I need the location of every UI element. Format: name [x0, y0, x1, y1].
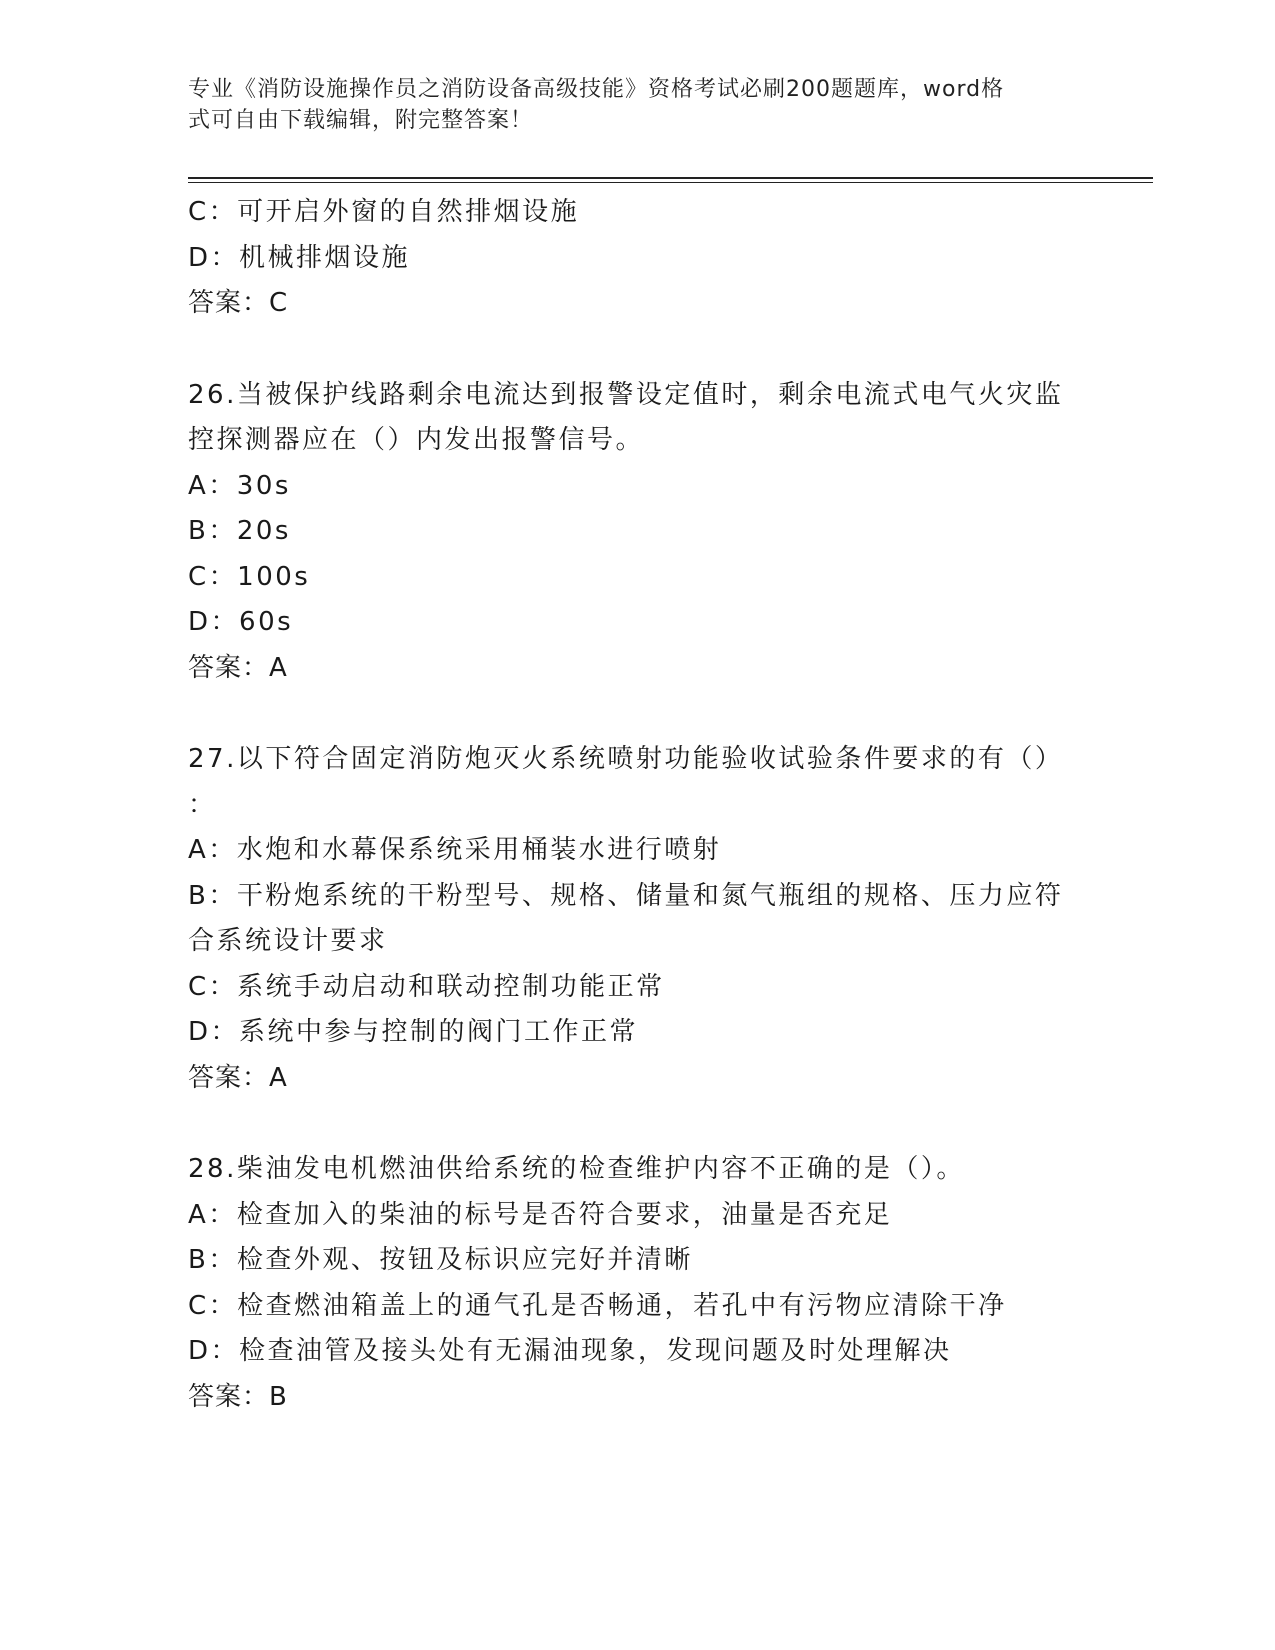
question-stem: 28.柴油发电机燃油供给系统的检查维护内容不正确的是（）。 — [188, 1154, 965, 1184]
option-b: B：20s — [188, 516, 291, 546]
option-b: B：检查外观、按钮及标识应完好并清晰 — [188, 1245, 693, 1275]
option-a: A：检查加入的柴油的标号是否符合要求，油量是否充足 — [188, 1199, 893, 1230]
option-c: C：100s — [188, 561, 311, 592]
option-c: C：可开启外窗的自然排烟设施 — [188, 197, 580, 227]
question-stem-cont: ： — [188, 789, 217, 820]
option-b: B：干粉炮系统的干粉型号、规格、储量和氮气瓶组的规格、压力应符 — [188, 880, 1064, 911]
question-26 — [188, 373, 1088, 692]
question-27 — [188, 737, 1088, 1101]
option-d: D：机械排烟设施 — [188, 242, 411, 273]
header-divider-thick — [188, 177, 1153, 179]
answer: 答案：B — [188, 1381, 288, 1412]
document-header — [188, 74, 1088, 136]
header-divider-thin — [188, 182, 1153, 183]
option-d: D：60s — [188, 607, 294, 637]
answer: 答案：A — [188, 1062, 288, 1093]
option-d: D：系统中参与控制的阀门工作正常 — [188, 1017, 639, 1047]
option-a: A：30s — [188, 470, 291, 501]
header-line-2: 式可自由下载编辑，附完整答案！ — [188, 108, 534, 133]
option-d: D：检查油管及接头处有无漏油现象，发现问题及时处理解决 — [188, 1336, 952, 1366]
question-stem: 27.以下符合固定消防炮灭火系统喷射功能验收试验条件要求的有（） — [188, 744, 1064, 774]
option-c: C：系统手动启动和联动控制功能正常 — [188, 971, 665, 1002]
option-c: C：检查燃油箱盖上的通气孔是否畅通，若孔中有污物应清除干净 — [188, 1290, 1007, 1321]
question-stem-cont: 控探测器应在（）内发出报警信号。 — [188, 425, 645, 455]
question-stem: 26.当被保护线路剩余电流达到报警设定值时，剩余电流式电气火灾监 — [188, 379, 1064, 410]
question-25-continued — [188, 190, 1088, 327]
header-line-1: 专业《消防设施操作员之消防设备高级技能》资格考试必刷200题题库，word格 — [188, 77, 1005, 102]
option-a: A：水炮和水幕保系统采用桶装水进行喷射 — [188, 835, 722, 865]
question-28 — [188, 1147, 1088, 1420]
option-b-cont: 合系统设计要求 — [188, 926, 388, 956]
document-body — [188, 190, 1088, 1420]
answer: 答案：A — [188, 652, 288, 683]
answer: 答案：C — [188, 288, 289, 318]
